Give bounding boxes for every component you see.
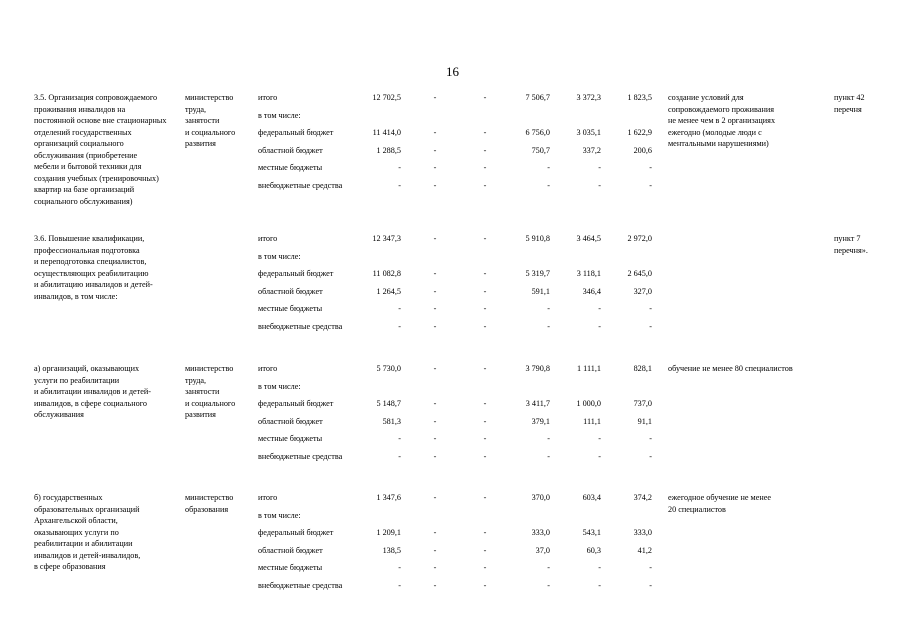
- funding-value-cell: -: [547, 563, 550, 573]
- funding-value-cell: 1 111,1: [577, 364, 601, 373]
- funding-value-cell: 591,1: [531, 286, 550, 296]
- funding-value-cell: -: [649, 181, 652, 190]
- funding-value-cell: -: [483, 545, 487, 555]
- executor-line: и социального: [185, 127, 236, 137]
- funding-value-cell: 41,2: [637, 545, 652, 555]
- funding-value-cell: -: [598, 181, 601, 190]
- funding-value-cell: 3 464,5: [576, 234, 601, 243]
- funding-value-cell: -: [433, 364, 437, 373]
- item-description-line: инвалидов и детей-инвалидов,: [34, 550, 141, 560]
- funding-value-cell: -: [398, 563, 401, 573]
- funding-source-label: местные бюджеты: [258, 434, 323, 444]
- funding-source-label: итого: [258, 93, 278, 102]
- funding-value-cell: -: [433, 322, 437, 331]
- item-description-line: инвалидов, в сфере социального: [34, 398, 148, 408]
- funding-value-cell: -: [433, 545, 437, 555]
- item-description-line: 3.5. Организация сопровождаемого: [34, 93, 158, 102]
- funding-value-cell: -: [433, 452, 437, 461]
- item-description-line: Архангельской области,: [34, 516, 118, 525]
- item-description-line: образовательных организаций: [34, 504, 140, 514]
- funding-source-label: внебюджетные средства: [258, 581, 343, 590]
- funding-value-cell: -: [598, 563, 601, 573]
- funding-value-cell: -: [598, 434, 601, 444]
- funding-source-label: федеральный бюджет: [258, 128, 334, 138]
- funding-value-cell: -: [433, 399, 437, 409]
- funding-source-label: местные бюджеты: [258, 163, 323, 173]
- funding-value-cell: -: [398, 322, 401, 331]
- funding-value-cell: -: [483, 128, 487, 138]
- funding-value-cell: -: [433, 163, 437, 173]
- funding-value-cell: -: [547, 322, 550, 331]
- funding-value-cell: -: [649, 322, 652, 331]
- funding-source-label: федеральный бюджет: [258, 269, 334, 279]
- expected-result-line: обучение не менее 80 специалистов: [668, 364, 793, 373]
- item-description-line: квартир на базе организаций: [34, 185, 135, 194]
- funding-value-cell: 111,1: [583, 416, 601, 426]
- funding-source-label: внебюджетные средства: [258, 452, 343, 461]
- reference-line: пункт 7: [834, 234, 861, 243]
- executor-line: образования: [185, 504, 229, 514]
- funding-source-label: в том числе:: [258, 110, 301, 120]
- funding-value-cell: 1 209,1: [376, 528, 401, 538]
- funding-value-cell: -: [547, 304, 550, 314]
- executor-line: труда,: [185, 104, 207, 114]
- funding-value-cell: -: [598, 581, 601, 590]
- expected-result-line: 20 специалистов: [668, 504, 726, 514]
- funding-value-cell: -: [598, 304, 601, 314]
- funding-value-cell: -: [483, 434, 487, 444]
- funding-value-cell: 737,0: [633, 399, 652, 409]
- funding-value-cell: 5 148,7: [376, 399, 401, 409]
- item-description-line: б) государственных: [34, 493, 103, 502]
- funding-source-label: в том числе:: [258, 251, 301, 261]
- funding-value-cell: -: [433, 528, 437, 538]
- funding-value-cell: 1 264,5: [376, 286, 401, 296]
- funding-value-cell: -: [433, 581, 437, 590]
- executor-line: министерство: [185, 364, 234, 373]
- funding-value-cell: -: [649, 563, 652, 573]
- funding-value-cell: 3 790,8: [525, 364, 550, 373]
- executor-line: занятости: [185, 387, 220, 396]
- funding-value-cell: -: [483, 145, 487, 155]
- funding-value-cell: -: [649, 581, 652, 590]
- funding-value-cell: 337,2: [582, 145, 601, 155]
- funding-value-cell: -: [649, 434, 652, 444]
- funding-value-cell: -: [398, 163, 401, 173]
- funding-value-cell: -: [483, 416, 487, 426]
- funding-value-cell: 11 082,8: [372, 269, 401, 279]
- funding-source-label: федеральный бюджет: [258, 528, 334, 538]
- funding-value-cell: -: [483, 581, 487, 590]
- funding-value-cell: -: [547, 452, 550, 461]
- funding-value-cell: 543,1: [582, 528, 601, 538]
- funding-value-cell: 370,0: [531, 493, 550, 502]
- item-description-line: проживания инвалидов на: [34, 104, 126, 114]
- item-description-line: социального обслуживания): [34, 196, 133, 206]
- funding-value-cell: -: [433, 304, 437, 314]
- item-description-line: постоянной основе вне стационарных: [34, 116, 167, 125]
- executor-line: министерство: [185, 93, 234, 102]
- funding-value-cell: -: [649, 452, 652, 461]
- item-description-line: оказывающих услуги по: [34, 527, 119, 537]
- item-description-line: услуги по реабилитации: [34, 375, 120, 385]
- funding-source-label: областной бюджет: [258, 286, 323, 296]
- funding-value-cell: 1 347,6: [376, 493, 401, 502]
- funding-source-label: в том числе:: [258, 510, 301, 520]
- funding-value-cell: -: [598, 163, 601, 173]
- item-description-line: в сфере образования: [34, 562, 106, 571]
- item-description-line: обслуживания (приобретение: [34, 150, 138, 160]
- reference-line: пункт 42: [834, 93, 865, 102]
- funding-source-label: федеральный бюджет: [258, 399, 334, 409]
- funding-value-cell: -: [483, 364, 487, 373]
- funding-value-cell: 346,4: [582, 286, 601, 296]
- funding-value-cell: -: [433, 416, 437, 426]
- item-description-line: а) организаций, оказывающих: [34, 364, 140, 373]
- funding-source-label: местные бюджеты: [258, 304, 323, 314]
- expected-result-line: не менее чем в 2 организациях: [668, 116, 776, 125]
- item-description-line: и абилитацию инвалидов и детей-: [34, 280, 153, 289]
- funding-source-label: областной бюджет: [258, 416, 323, 426]
- item-description-line: организаций социального: [34, 139, 124, 148]
- funding-value-cell: 379,1: [531, 416, 550, 426]
- funding-value-cell: 333,0: [531, 528, 550, 538]
- executor-line: развития: [185, 410, 216, 419]
- funding-value-cell: 2 972,0: [627, 234, 652, 243]
- funding-value-cell: -: [433, 181, 437, 190]
- funding-value-cell: -: [649, 304, 652, 314]
- funding-value-cell: -: [483, 163, 487, 173]
- funding-value-cell: -: [483, 322, 487, 331]
- funding-value-cell: -: [433, 145, 437, 155]
- funding-value-cell: -: [398, 181, 401, 190]
- funding-value-cell: -: [433, 286, 437, 296]
- funding-value-cell: 1 288,5: [376, 145, 401, 155]
- funding-value-cell: -: [433, 563, 437, 573]
- funding-source-label: итого: [258, 364, 278, 373]
- funding-value-cell: -: [547, 181, 550, 190]
- funding-value-cell: -: [483, 304, 487, 314]
- item-description-line: осуществляющих реабилитацию: [34, 268, 149, 278]
- item-description-line: создания учебных (тренировочных): [34, 173, 159, 183]
- funding-value-cell: -: [483, 563, 487, 573]
- funding-value-cell: 1 622,9: [627, 128, 652, 138]
- expected-result-line: создание условий для: [668, 93, 744, 102]
- funding-value-cell: -: [649, 163, 652, 173]
- item-description-line: инвалидов, в том числе:: [34, 291, 118, 301]
- funding-value-cell: -: [547, 163, 550, 173]
- funding-source-label: итого: [258, 234, 278, 243]
- funding-value-cell: -: [398, 581, 401, 590]
- funding-value-cell: 12 702,5: [372, 93, 401, 102]
- funding-value-cell: -: [433, 93, 437, 102]
- funding-source-label: местные бюджеты: [258, 563, 323, 573]
- funding-value-cell: 12 347,3: [372, 234, 401, 243]
- funding-value-cell: -: [398, 452, 401, 461]
- funding-value-cell: 333,0: [633, 528, 652, 538]
- item-description-line: и абилитации инвалидов и детей-: [34, 387, 151, 396]
- funding-source-label: итого: [258, 493, 278, 502]
- funding-value-cell: 5 319,7: [525, 269, 550, 279]
- item-description-line: профессиональная подготовка: [34, 245, 140, 255]
- funding-value-cell: -: [398, 304, 401, 314]
- executor-line: труда,: [185, 375, 207, 385]
- funding-value-cell: -: [483, 493, 487, 502]
- funding-value-cell: 3 411,7: [525, 399, 550, 409]
- funding-value-cell: -: [483, 181, 487, 190]
- funding-value-cell: -: [483, 528, 487, 538]
- funding-value-cell: -: [433, 128, 437, 138]
- funding-value-cell: 11 414,0: [372, 128, 401, 138]
- executor-line: министерство: [185, 493, 234, 502]
- funding-value-cell: 7 506,7: [525, 93, 550, 102]
- expected-result-line: ежегодно (молодые люди с: [668, 127, 762, 137]
- funding-value-cell: 60,3: [586, 545, 601, 555]
- funding-value-cell: -: [483, 234, 487, 243]
- funding-value-cell: -: [598, 452, 601, 461]
- executor-line: занятости: [185, 116, 220, 125]
- funding-value-cell: 5 910,8: [525, 234, 550, 243]
- funding-value-cell: -: [433, 434, 437, 444]
- funding-source-label: в том числе:: [258, 381, 301, 391]
- funding-value-cell: 327,0: [633, 286, 652, 296]
- expected-result-line: ментальными нарушениями): [668, 139, 769, 148]
- funding-value-cell: 581,3: [382, 416, 401, 426]
- funding-source-label: внебюджетные средства: [258, 322, 343, 331]
- executor-line: развития: [185, 139, 216, 148]
- funding-value-cell: 6 756,0: [525, 128, 550, 138]
- funding-source-label: областной бюджет: [258, 145, 323, 155]
- item-description-line: обслуживания: [34, 410, 84, 419]
- reference-line: перечня: [834, 104, 862, 114]
- funding-value-cell: 603,4: [582, 493, 601, 502]
- funding-value-cell: 750,7: [531, 145, 550, 155]
- funding-value-cell: -: [547, 581, 550, 590]
- expected-result-line: сопровождаемого проживания: [668, 104, 774, 114]
- funding-value-cell: -: [483, 399, 487, 409]
- funding-value-cell: -: [398, 434, 401, 444]
- funding-value-cell: 138,5: [382, 545, 401, 555]
- funding-value-cell: -: [483, 269, 487, 279]
- funding-value-cell: 3 035,1: [576, 128, 601, 138]
- funding-value-cell: -: [483, 452, 487, 461]
- funding-value-cell: 2 645,0: [627, 269, 652, 279]
- funding-value-cell: -: [598, 322, 601, 331]
- funding-value-cell: -: [483, 93, 487, 102]
- funding-value-cell: -: [483, 286, 487, 296]
- reference-line: перечня».: [834, 245, 868, 255]
- item-description-line: 3.6. Повышение квалификации,: [34, 234, 145, 243]
- funding-value-cell: -: [433, 493, 437, 502]
- item-description-line: мебели и бытовой техники для: [34, 162, 142, 171]
- funding-value-cell: 374,2: [633, 493, 652, 502]
- funding-value-cell: 37,0: [535, 545, 550, 555]
- funding-value-cell: 91,1: [637, 416, 652, 426]
- funding-value-cell: -: [433, 269, 437, 279]
- executor-line: и социального: [185, 398, 236, 408]
- funding-value-cell: 1 823,5: [627, 93, 652, 102]
- page-number: 16: [446, 64, 459, 79]
- funding-value-cell: 1 000,0: [576, 399, 601, 409]
- funding-value-cell: -: [433, 234, 437, 243]
- funding-source-label: внебюджетные средства: [258, 181, 343, 190]
- funding-value-cell: 3 372,3: [576, 93, 601, 102]
- funding-value-cell: 5 730,0: [376, 364, 401, 373]
- funding-source-label: областной бюджет: [258, 545, 323, 555]
- item-description-line: отделений государственных: [34, 127, 132, 137]
- item-description-line: реабилитации и абилитации: [34, 539, 133, 548]
- funding-value-cell: 3 118,1: [576, 269, 601, 279]
- funding-value-cell: 828,1: [633, 364, 652, 373]
- item-description-line: и переподготовка специалистов,: [34, 257, 147, 266]
- funding-value-cell: 200,6: [633, 145, 652, 155]
- expected-result-line: ежегодное обучение не менее: [668, 493, 772, 502]
- funding-value-cell: -: [547, 434, 550, 444]
